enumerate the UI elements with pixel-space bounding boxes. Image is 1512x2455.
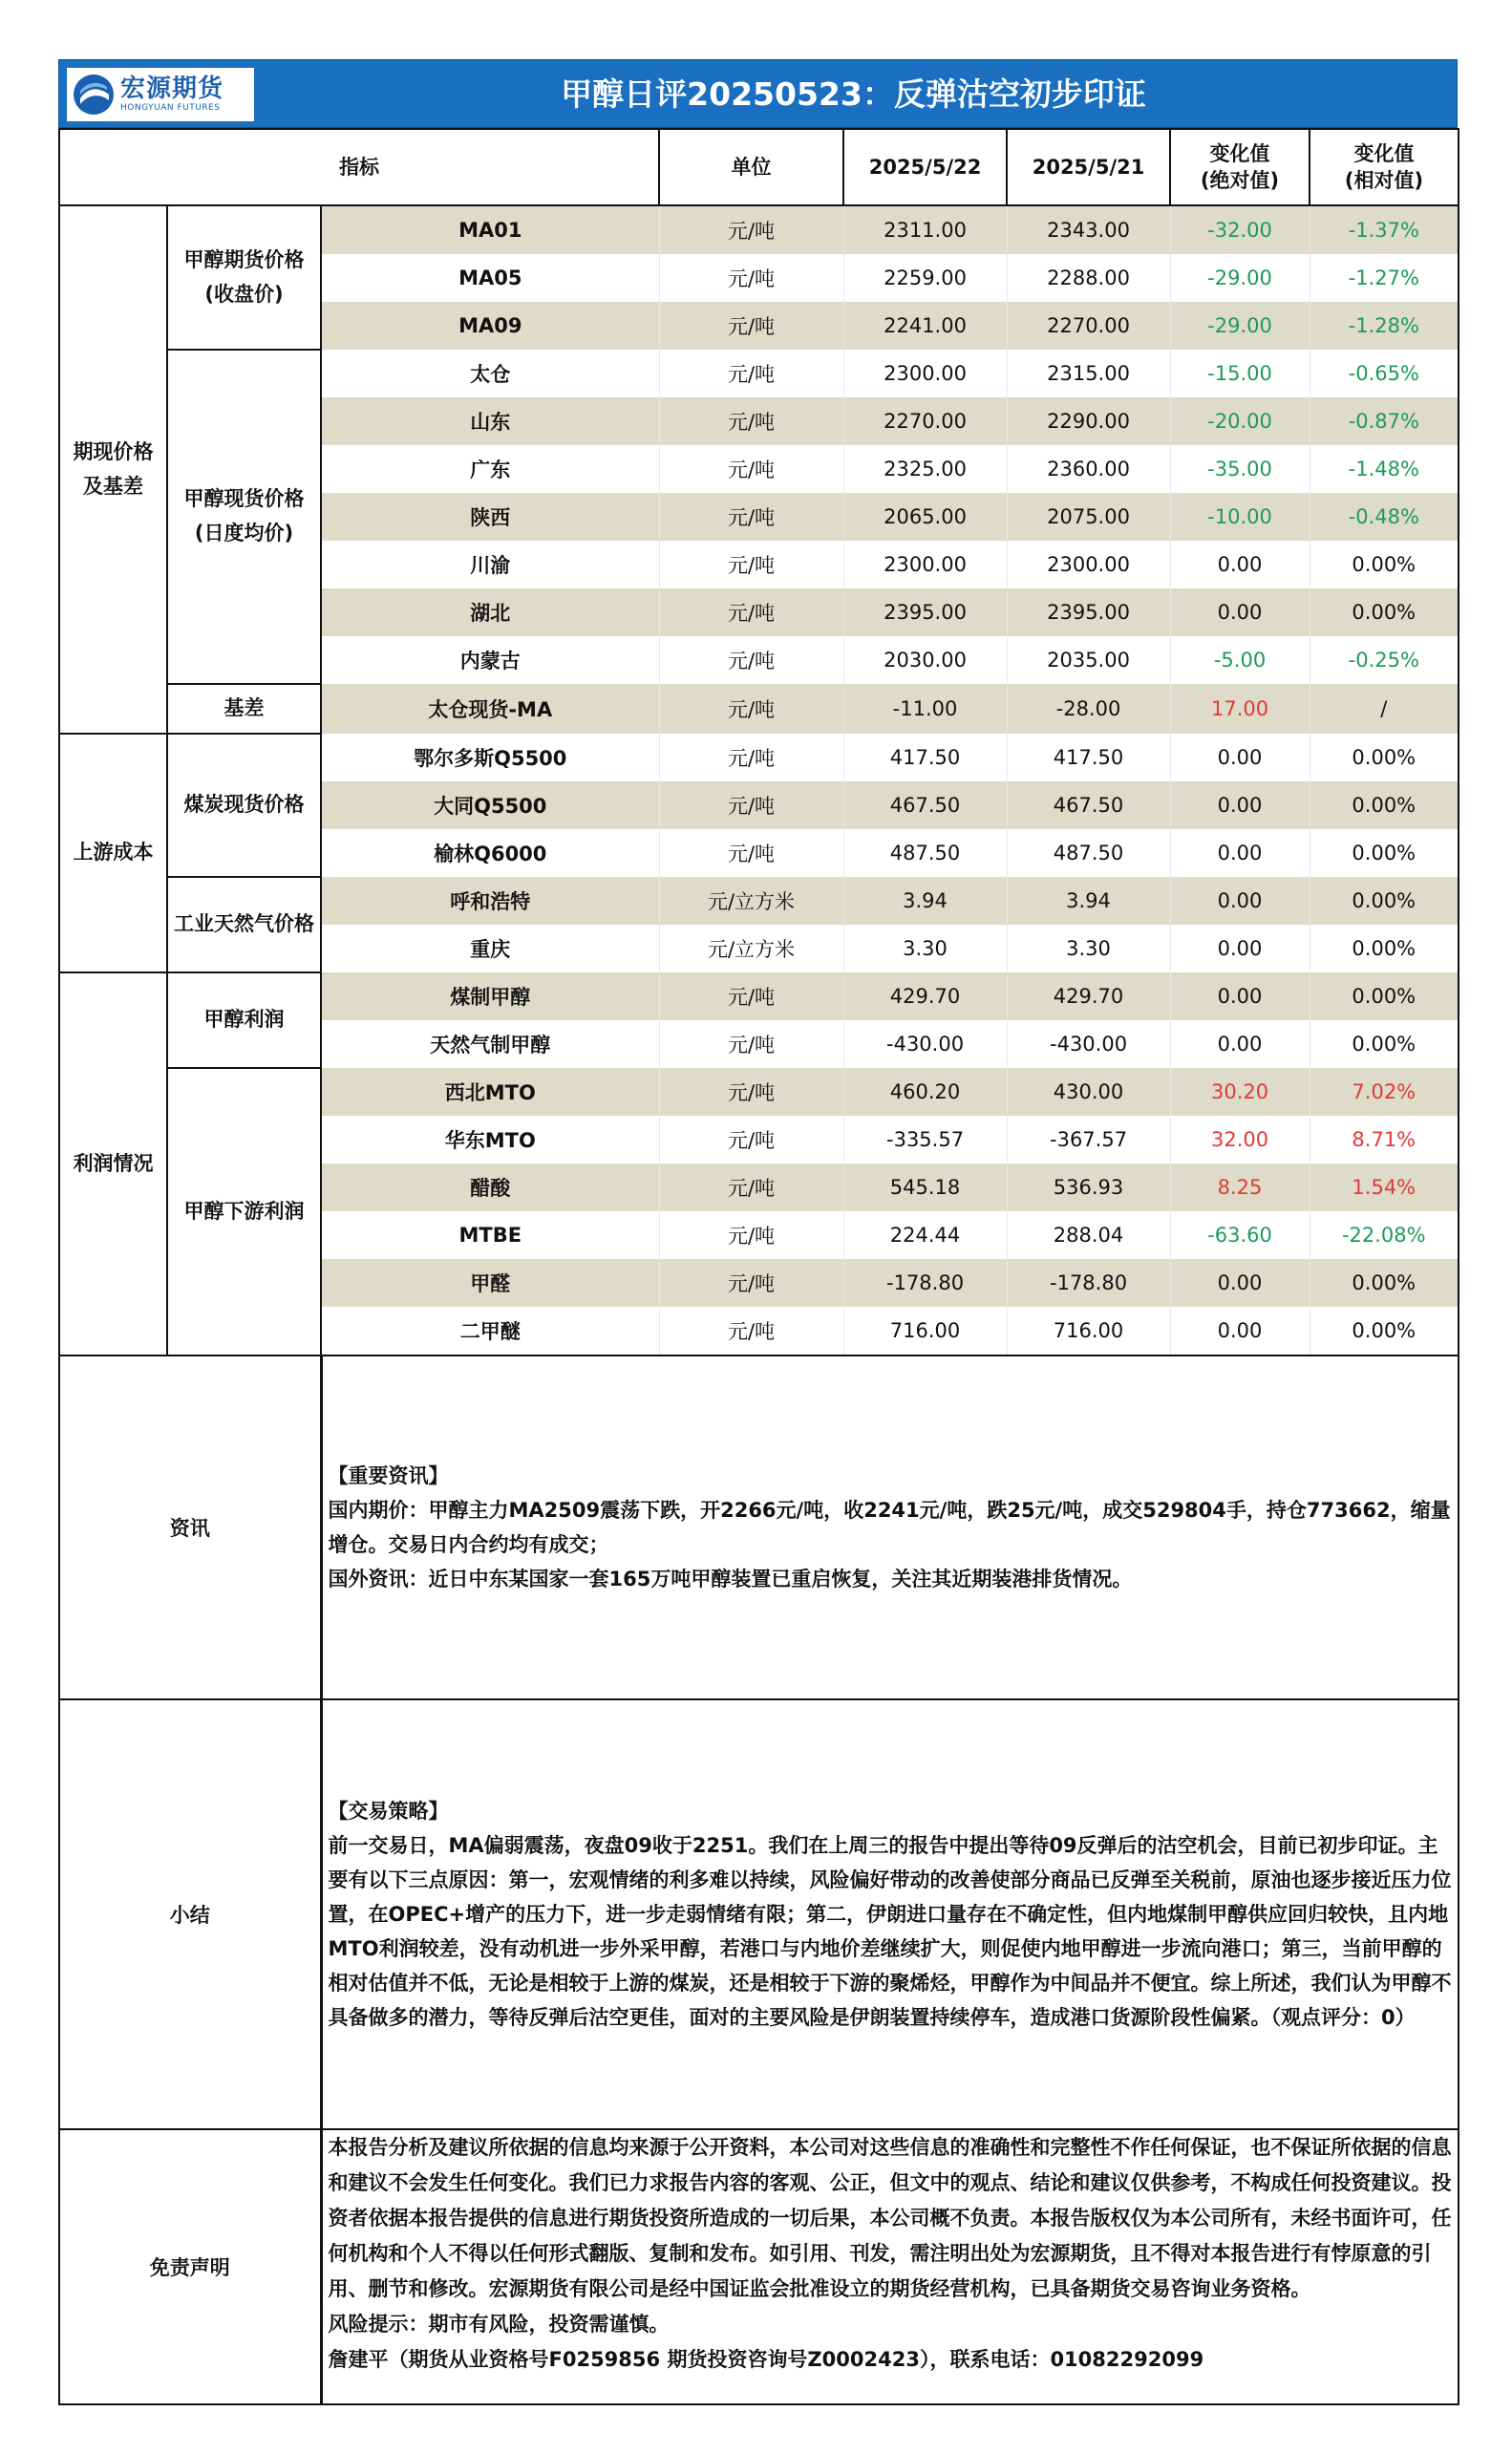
subgroup-label: 甲醇期货价格 (收盘价) [167,205,321,350]
value-date1: 2241.00 [843,302,1007,350]
rel-change: -0.65% [1310,350,1459,397]
unit-cell: 元/吨 [659,254,843,302]
rel-change: -1.28% [1310,302,1459,350]
subgroup-label: 工业天然气价格 [167,877,321,972]
abs-change: 8.25 [1170,1163,1310,1211]
indicator-name: 呼和浩特 [321,877,659,925]
indicator-name: 陕西 [321,493,659,541]
abs-change: 0.00 [1170,877,1310,925]
value-date2: 430.00 [1007,1068,1170,1116]
unit-cell: 元/吨 [659,1163,843,1211]
abs-change: 0.00 [1170,1020,1310,1068]
abs-change: 0.00 [1170,541,1310,588]
report-sheet [58,59,1458,2405]
value-date2: 716.00 [1007,1307,1170,1356]
group-label: 上游成本 [59,734,167,972]
value-date2: 2300.00 [1007,541,1170,588]
title-bar [58,59,1458,128]
value-date1: -178.80 [843,1259,1007,1307]
abs-change: 30.20 [1170,1068,1310,1116]
value-date1: 2270.00 [843,397,1007,445]
value-date1: 2395.00 [843,588,1007,636]
subgroup-label: 基差 [167,684,321,734]
unit-cell: 元/立方米 [659,925,843,972]
rel-change: 8.71% [1310,1116,1459,1163]
abs-change: 0.00 [1170,972,1310,1020]
value-date2: -430.00 [1007,1020,1170,1068]
rel-change: -22.08% [1310,1211,1459,1259]
value-date1: 2300.00 [843,541,1007,588]
abs-change: -15.00 [1170,350,1310,397]
table-row [59,350,1459,397]
unit-cell: 元/吨 [659,350,843,397]
news-domestic: 国内期价：甲醇主力MA2509震荡下跌，开2266元/吨，收2241元/吨，跌25元/吨，成交529804手，持仓773662，缩量增仓。交易日内合约均有成交； [328,1499,1451,1556]
value-date2: 467.50 [1007,781,1170,829]
col-header-unit: 单位 [659,129,843,205]
indicator-name: 甲醛 [321,1259,659,1307]
indicator-name: 川渝 [321,541,659,588]
unit-cell: 元/吨 [659,205,843,254]
value-date1: 3.30 [843,925,1007,972]
indicator-name: MA09 [321,302,659,350]
news-row [59,1356,1459,1699]
value-date2: 2290.00 [1007,397,1170,445]
indicator-name: 大同Q5500 [321,781,659,829]
value-date2: -178.80 [1007,1259,1170,1307]
subgroup-label: 甲醇现货价格 (日度均价) [167,350,321,684]
value-date2: -28.00 [1007,684,1170,734]
value-date2: 2035.00 [1007,636,1170,684]
abs-change: -29.00 [1170,254,1310,302]
unit-cell: 元/吨 [659,302,843,350]
news-heading: 【重要资讯】 [328,1464,449,1487]
abs-change: -10.00 [1170,493,1310,541]
analyst-info: 詹建平（期货从业资格号F0259856 期货投资咨询号Z0002423），联系电话：01082292099 [328,2348,1204,2371]
indicator-name: MA01 [321,205,659,254]
summary-body [321,1699,1459,2129]
indicator-name: 太仓现货-MA [321,684,659,734]
disclaimer-body [321,2129,1459,2404]
group-label: 利润情况 [59,972,167,1356]
rel-change: 0.00% [1310,877,1459,925]
rel-change: 0.00% [1310,588,1459,636]
abs-change: 0.00 [1170,1307,1310,1356]
rel-change: 0.00% [1310,1259,1459,1307]
col-header-date1: 2025/5/22 [843,129,1007,205]
news-label: 资讯 [59,1356,321,1699]
unit-cell: 元/吨 [659,1259,843,1307]
unit-cell: 元/吨 [659,445,843,493]
unit-cell: 元/吨 [659,734,843,781]
indicator-name: 榆林Q6000 [321,829,659,877]
news-body [321,1356,1459,1699]
abs-change: 0.00 [1170,588,1310,636]
abs-change: 17.00 [1170,684,1310,734]
indicator-name: 西北MTO [321,1068,659,1116]
abs-change: -35.00 [1170,445,1310,493]
indicator-name: 内蒙古 [321,636,659,684]
unit-cell: 元/吨 [659,541,843,588]
rel-change: -1.27% [1310,254,1459,302]
value-date2: 2343.00 [1007,205,1170,254]
value-date2: 2075.00 [1007,493,1170,541]
value-date2: 288.04 [1007,1211,1170,1259]
unit-cell: 元/吨 [659,1211,843,1259]
value-date1: 460.20 [843,1068,1007,1116]
value-date1: 417.50 [843,734,1007,781]
value-date1: 2259.00 [843,254,1007,302]
value-date1: -335.57 [843,1116,1007,1163]
unit-cell: 元/吨 [659,1116,843,1163]
unit-cell: 元/立方米 [659,877,843,925]
indicator-name: 太仓 [321,350,659,397]
table-row [59,205,1459,254]
value-date1: 716.00 [843,1307,1007,1356]
report-title: 甲醇日评20250523：反弹沽空初步印证 [561,75,1146,113]
table-row [59,734,1459,781]
value-date2: 536.93 [1007,1163,1170,1211]
summary-label: 小结 [59,1699,321,2129]
rel-change: / [1310,684,1459,734]
unit-cell: 元/吨 [659,829,843,877]
value-date1: -11.00 [843,684,1007,734]
unit-cell: 元/吨 [659,636,843,684]
col-header-abs-change: 变化值 (绝对值) [1170,129,1310,205]
value-date2: 2395.00 [1007,588,1170,636]
rel-change: 1.54% [1310,1163,1459,1211]
company-logo-icon [73,74,115,116]
value-date2: 2288.00 [1007,254,1170,302]
rel-change: 0.00% [1310,1020,1459,1068]
unit-cell: 元/吨 [659,1307,843,1356]
value-date2: 3.30 [1007,925,1170,972]
subgroup-label: 甲醇利润 [167,972,321,1068]
value-date2: 487.50 [1007,829,1170,877]
rel-change: -1.48% [1310,445,1459,493]
indicator-name: MTBE [321,1211,659,1259]
rel-change: 0.00% [1310,734,1459,781]
value-date1: 2065.00 [843,493,1007,541]
abs-change: 0.00 [1170,734,1310,781]
rel-change: 0.00% [1310,972,1459,1020]
value-date2: 417.50 [1007,734,1170,781]
value-date1: 467.50 [843,781,1007,829]
indicator-name: 广东 [321,445,659,493]
summary-row [59,1699,1459,2129]
abs-change: 0.00 [1170,829,1310,877]
value-date2: 2315.00 [1007,350,1170,397]
abs-change: -29.00 [1170,302,1310,350]
abs-change: -32.00 [1170,205,1310,254]
summary-heading: 【交易策略】 [328,1800,449,1823]
abs-change: 0.00 [1170,1259,1310,1307]
indicator-name: 华东MTO [321,1116,659,1163]
rel-change: -0.87% [1310,397,1459,445]
indicator-name: MA05 [321,254,659,302]
unit-cell: 元/吨 [659,1068,843,1116]
disclaimer-row [59,2129,1459,2404]
unit-cell: 元/吨 [659,588,843,636]
col-header-indicator: 指标 [59,129,659,205]
rel-change: 0.00% [1310,1307,1459,1356]
table-row [59,1068,1459,1116]
value-date1: 2030.00 [843,636,1007,684]
unit-cell: 元/吨 [659,684,843,734]
abs-change: 0.00 [1170,781,1310,829]
value-date1: 2325.00 [843,445,1007,493]
value-date1: 429.70 [843,972,1007,1020]
unit-cell: 元/吨 [659,972,843,1020]
indicator-name: 煤制甲醇 [321,972,659,1020]
abs-change: 32.00 [1170,1116,1310,1163]
group-label: 期现价格 及基差 [59,205,167,734]
value-date2: 429.70 [1007,972,1170,1020]
summary-text: 前一交易日，MA偏弱震荡，夜盘09收于2251。我们在上周三的报告中提出等待09反弹后的沽空机会，目前已初步印证。主要有以下三点原因：第一，宏观情绪的利多难以持续，风险偏好带动的改善使部分商品已反弹至关税前，原油也逐步接近压力位置，在OPEC+增产的压力下，进一步走弱情绪有限；第二，伊朗进口量存在不确定性，但内地煤制甲醇供应回归较快，且内地MTO利润较差，没有动机进一步外采甲醇，若港口与内地价差继续扩大，则促使内地甲醇进一步流向港口；第三，当前甲醇的相对估值并不低，无论是相较于上游的煤炭，还是相较于下游的聚烯烃，甲醇作为中间品并不便宜。综上所述，我们认为甲醇不具备做多的潜力，等待反弹后沽空更佳，面对的主要风险是伊朗装置持续停车，造成港口货源阶段性偏紧。（观点评分：0） [328,1834,1452,2029]
logo-english-name: HONGYUAN FUTURES [120,103,221,113]
data-table [58,128,1459,2405]
indicator-name: 天然气制甲醇 [321,1020,659,1068]
rel-change: 0.00% [1310,541,1459,588]
unit-cell: 元/吨 [659,493,843,541]
indicator-name: 重庆 [321,925,659,972]
abs-change: 0.00 [1170,925,1310,972]
value-date1: 224.44 [843,1211,1007,1259]
value-date1: 3.94 [843,877,1007,925]
value-date2: 2360.00 [1007,445,1170,493]
company-logo [67,68,254,121]
table-row [59,877,1459,925]
rel-change: 0.00% [1310,829,1459,877]
col-header-rel-change: 变化值 (相对值) [1310,129,1459,205]
abs-change: -5.00 [1170,636,1310,684]
value-date2: 2270.00 [1007,302,1170,350]
table-row [59,972,1459,1020]
value-date2: -367.57 [1007,1116,1170,1163]
rel-change: 0.00% [1310,925,1459,972]
indicator-name: 山东 [321,397,659,445]
table-row [59,684,1459,734]
rel-change: -0.25% [1310,636,1459,684]
table-header-row [59,129,1459,205]
subgroup-label: 甲醇下游利润 [167,1068,321,1356]
value-date1: 545.18 [843,1163,1007,1211]
rel-change: 0.00% [1310,781,1459,829]
news-foreign: 国外资讯：近日中东某国家一套165万吨甲醇装置已重启恢复，关注其近期装港排货情况。 [328,1568,1133,1590]
indicator-name: 湖北 [321,588,659,636]
rel-change: -0.48% [1310,493,1459,541]
logo-chinese-name: 宏源期货 [120,75,224,103]
abs-change: -63.60 [1170,1211,1310,1259]
rel-change: 7.02% [1310,1068,1459,1116]
risk-warning: 风险提示：期市有风险，投资需谨慎。 [328,2313,670,2336]
indicator-name: 鄂尔多斯Q5500 [321,734,659,781]
unit-cell: 元/吨 [659,781,843,829]
disclaimer-text: 本报告分析及建议所依据的信息均来源于公开资料，本公司对这些信息的准确性和完整性不作任何保证，也不保证所依据的信息和建议不会发生任何变化。我们已力求报告内容的客观、公正，但文中的观点、结论和建议仅供参考，不构成任何投资建议。投资者依据本报告提供的信息进行期货投资所造成的一切后果，本公司概不负责。本报告版权仅为本公司所有，未经书面许可，任何机构和个人不得以任何形式翻版、复制和发布。如引用、刊发，需注明出处为宏源期货，且不得对本报告进行有悖原意的引用、删节和修改。宏源期货有限公司是经中国证监会批准设立的期货经营机构，已具备期货交易咨询业务资格。 [328,2136,1452,2300]
value-date1: 2311.00 [843,205,1007,254]
disclaimer-label: 免责声明 [59,2129,321,2404]
subgroup-label: 煤炭现货价格 [167,734,321,877]
value-date1: -430.00 [843,1020,1007,1068]
rel-change: -1.37% [1310,205,1459,254]
unit-cell: 元/吨 [659,1020,843,1068]
indicator-name: 醋酸 [321,1163,659,1211]
unit-cell: 元/吨 [659,397,843,445]
value-date1: 487.50 [843,829,1007,877]
value-date1: 2300.00 [843,350,1007,397]
col-header-date2: 2025/5/21 [1007,129,1170,205]
value-date2: 3.94 [1007,877,1170,925]
abs-change: -20.00 [1170,397,1310,445]
indicator-name: 二甲醚 [321,1307,659,1356]
